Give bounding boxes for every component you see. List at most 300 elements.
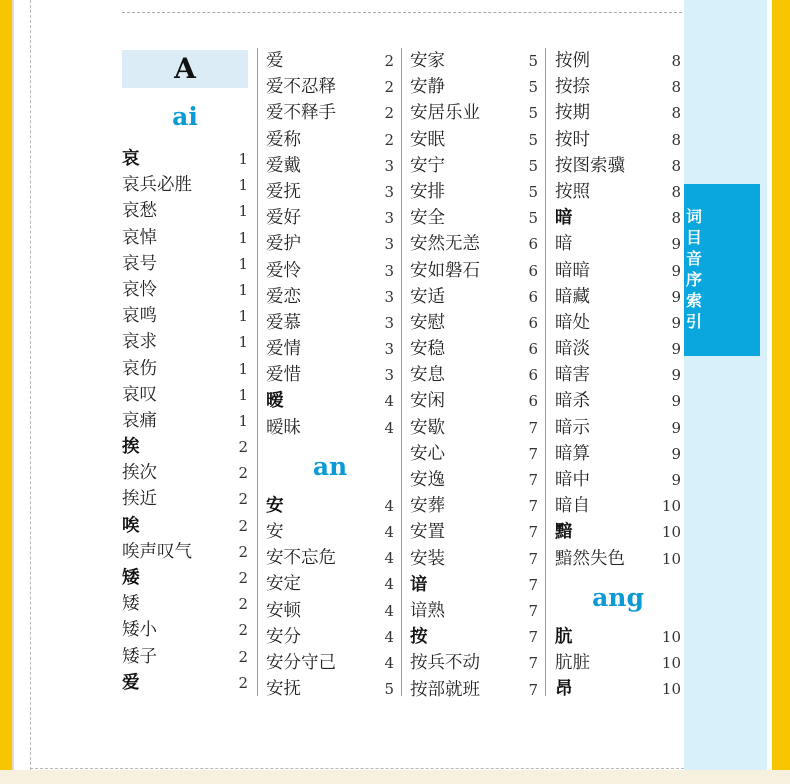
entry-page-number: 2 [238,569,248,587]
index-entry [266,545,394,571]
entry-word: 爱好 [266,208,301,229]
index-entry [122,617,248,643]
entry-page-number: 6 [528,313,538,332]
entry-word: 安居乐业 [410,103,480,124]
entry-page-number: 7 [528,575,538,594]
entry-word: 安眠 [410,129,445,150]
entry-word: 爱 [122,672,140,693]
bottom-dashed-rule [30,768,684,769]
entry-word: 按例 [555,51,590,71]
entry-word: 爱情 [266,339,301,360]
entry-page-number: 1 [238,254,248,273]
entry-page-number: 10 [661,627,681,646]
index-entry [122,460,248,486]
entry-page-number: 7 [528,418,538,437]
entry-page-number: 10 [661,680,681,699]
entry-page-number: 7 [528,523,538,542]
entry-word: 安顿 [266,600,301,621]
entry-word: 安置 [410,522,445,543]
entry-word: 暗算 [555,443,590,464]
side-tab-label: 词目音序索引 [686,207,703,331]
index-entry [410,650,538,676]
entry-word: 安逸 [410,470,445,490]
entry-word: 安分 [266,626,301,647]
entry-list-col3 [410,48,538,703]
entry-word: 哀 [122,149,140,169]
entry-word: 安葬 [410,496,445,517]
entry-page-number: 5 [528,130,538,149]
index-side-tab [684,184,760,356]
entry-word: 哀号 [122,253,157,274]
entry-page-number: 1 [238,411,248,430]
entry-list-col1 [122,146,248,696]
entry-list-col4a [555,48,681,572]
entry-word: 挨近 [122,489,157,510]
entry-word: 哀鸣 [122,306,157,327]
entry-page-number: 4 [384,392,394,411]
entry-word: 暗杀 [555,391,590,412]
index-entry [555,467,681,493]
index-entry [122,303,248,329]
index-entry [122,356,248,382]
entry-word: 矮小 [122,620,157,641]
entry-word: 哀怜 [122,279,157,300]
entry-page-number: 3 [384,366,394,385]
entry-word: 暗处 [555,312,590,333]
index-entry [266,519,394,545]
entry-page-number: 8 [671,52,681,70]
entry-word: 按时 [555,129,590,150]
index-entry [410,677,538,703]
entry-word: 安慰 [410,312,445,333]
index-entry [555,441,681,467]
entry-page-number: 8 [671,156,681,175]
entry-word: 安然无恙 [410,234,480,255]
entry-word: 按期 [555,103,590,124]
entry-page-number: 7 [528,680,538,699]
entry-page-number: 2 [238,464,248,483]
index-entry [555,336,681,362]
entry-page-number: 4 [384,523,394,541]
index-headword [122,513,248,539]
section-letter: A [122,50,248,88]
entry-page-number: 10 [661,523,681,542]
index-entry [555,179,681,205]
entry-word: 肮 [555,626,573,647]
index-entry [410,415,538,441]
index-entry [266,650,394,676]
entry-page-number: 9 [671,313,681,332]
entry-page-number: 4 [384,418,394,437]
index-entry [266,100,394,126]
entry-page-number: 3 [384,156,394,175]
entry-word: 安心 [410,443,445,464]
index-entry [266,624,394,650]
entry-word: 肮脏 [555,652,590,673]
index-entry [555,310,681,336]
index-entry [122,382,248,408]
index-entry [266,127,394,153]
entry-page-number: 2 [384,104,394,123]
entry-list-col2a [266,48,394,441]
index-headword [555,205,681,231]
entry-word: 安宁 [410,155,445,176]
index-headword [266,493,394,519]
syllable-heading-ai: ai [172,102,198,131]
entry-word: 暗害 [555,365,590,386]
entry-word: 爱不释手 [266,103,336,124]
entry-page-number: 4 [384,575,394,594]
entry-page-number: 2 [238,647,248,666]
entry-word: 爱恋 [266,286,301,307]
entry-word: 暗暗 [555,260,590,281]
entry-word: 爱抚 [266,181,301,202]
top-dashed-rule [122,12,682,13]
index-entry [555,231,681,257]
entry-page-number: 1 [238,150,248,168]
index-entry [410,336,538,362]
entry-page-number: 1 [238,359,248,378]
entry-word: 爱怜 [266,260,301,281]
index-entry [410,467,538,493]
entry-list-col2b [266,493,394,703]
entry-word: 安适 [410,286,445,307]
entry-page-number: 7 [528,601,538,620]
entry-page-number: 4 [384,627,394,646]
index-entry [555,493,681,519]
index-column-3 [410,48,538,703]
entry-page-number: 6 [528,366,538,385]
entry-page-number: 7 [528,549,538,568]
entry-word: 爱戴 [266,155,301,176]
index-entry [266,231,394,257]
entry-page-number: 5 [384,680,394,699]
index-entry [410,362,538,388]
entry-word: 哀求 [122,332,157,353]
entry-page-number: 9 [671,340,681,359]
index-entry [555,74,681,100]
index-entry [410,284,538,310]
index-entry [122,408,248,434]
entry-page-number: 6 [528,287,538,306]
column-divider-1 [257,48,258,696]
index-entry [410,179,538,205]
index-entry [122,486,248,512]
index-headword [410,572,538,598]
entry-word: 暗中 [555,470,590,490]
entry-page-number: 5 [528,209,538,228]
index-entry [266,205,394,231]
index-entry [555,127,681,153]
index-entry [122,644,248,670]
entry-word: 暗藏 [555,286,590,307]
index-entry [555,100,681,126]
entry-page-number: 9 [671,261,681,280]
entry-page-number: 6 [528,235,538,254]
entry-page-number: 1 [238,176,248,195]
entry-word: 哀愁 [122,201,157,222]
entry-page-number: 9 [671,392,681,411]
entry-list-col4b [555,624,681,703]
index-entry [410,205,538,231]
entry-word: 按 [410,627,428,648]
index-entry [410,258,538,284]
entry-word: 安分守己 [266,652,336,673]
index-entry [266,179,394,205]
entry-page-number: 9 [671,235,681,254]
index-column-1 [122,48,248,696]
entry-word: 按捺 [555,77,590,98]
entry-page-number: 2 [238,621,248,640]
entry-page-number: 7 [528,497,538,516]
bottom-border [0,770,790,784]
index-entry [410,153,538,179]
entry-word: 昂 [555,679,573,700]
right-yellow-border [772,0,790,784]
entry-word: 唉 [122,515,140,536]
entry-page-number: 10 [661,549,681,568]
entry-word: 爱不忍释 [266,77,336,98]
entry-word: 爱称 [266,129,301,150]
entry-page-number: 10 [661,497,681,516]
index-headword [555,519,681,545]
index-entry [266,48,394,74]
entry-page-number: 4 [384,653,394,672]
entry-word: 暗示 [555,417,590,438]
entry-page-number: 5 [528,156,538,175]
entry-word: 挨次 [122,463,157,484]
entry-page-number: 3 [384,209,394,228]
entry-page-number: 8 [671,78,681,97]
left-border-line [12,0,14,784]
entry-page-number: 9 [671,444,681,463]
entry-page-number: 1 [238,307,248,326]
entry-word: 安家 [410,51,445,71]
column-divider-3 [545,48,546,696]
entry-word: 暗 [555,234,573,255]
entry-page-number: 8 [671,182,681,201]
entry-word: 安定 [266,574,301,595]
entry-page-number: 2 [238,673,248,692]
entry-page-number: 9 [671,366,681,385]
index-headword [410,624,538,650]
entry-word: 安歇 [410,417,445,438]
entry-word: 哀伤 [122,358,157,379]
index-entry [122,329,248,355]
index-entry [266,153,394,179]
index-entry [410,231,538,257]
index-entry [555,284,681,310]
entry-word: 安 [266,495,284,516]
entry-page-number: 4 [384,496,394,515]
entry-word: 安闲 [410,391,445,412]
entry-word: 按图索骥 [555,155,625,176]
entry-page-number: 9 [671,418,681,437]
entry-page-number: 2 [238,516,248,535]
entry-page-number: 8 [671,130,681,149]
index-column-4 [555,48,681,702]
entry-page-number: 1 [238,202,248,221]
entry-page-number: 9 [671,471,681,489]
index-entry [266,310,394,336]
index-entry [122,172,248,198]
left-dashed-rule [30,0,31,770]
entry-word: 谙熟 [410,600,445,621]
entry-word: 哀兵必胜 [122,175,192,196]
entry-page-number: 3 [384,235,394,254]
entry-word: 矮 [122,594,140,615]
entry-page-number: 2 [384,130,394,149]
entry-word: 暗自 [555,496,590,517]
entry-page-number: 5 [528,52,538,70]
entry-page-number: 5 [528,78,538,97]
entry-page-number: 3 [384,313,394,332]
index-headword [555,676,681,702]
index-column-2 [266,48,394,702]
index-entry [266,74,394,100]
entry-page-number: 2 [238,595,248,614]
entry-word: 哀叹 [122,384,157,405]
entry-word: 安装 [410,548,445,569]
entry-word: 唉声叹气 [122,541,192,562]
entry-page-number: 1 [238,280,248,299]
index-entry [410,546,538,572]
index-entry [266,258,394,284]
entry-word: 黯然失色 [555,548,625,569]
syllable-heading-ang: ang [592,582,644,612]
index-entry [122,277,248,303]
entry-page-number: 3 [384,287,394,306]
entry-page-number: 8 [671,209,681,228]
entry-word: 哀痛 [122,410,157,431]
entry-word: 按兵不动 [410,653,480,674]
index-entry [122,198,248,224]
index-entry [410,519,538,545]
entry-page-number: 5 [528,104,538,123]
entry-page-number: 7 [528,628,538,647]
entry-page-number: 6 [528,340,538,359]
entry-word: 爱慕 [266,312,301,333]
entry-page-number: 5 [528,182,538,201]
index-entry [555,650,681,676]
entry-page-number: 8 [671,104,681,123]
entry-word: 暧昧 [266,417,301,438]
entry-word: 安息 [410,365,445,386]
entry-word: 安抚 [266,679,301,700]
index-entry [410,127,538,153]
entry-word: 挨 [122,437,140,458]
entry-word: 按部就班 [410,679,480,700]
entry-word: 安全 [410,208,445,229]
entry-word: 安排 [410,181,445,202]
entry-page-number: 3 [384,182,394,201]
index-entry [555,258,681,284]
entry-page-number: 1 [238,333,248,352]
index-entry [410,100,538,126]
index-entry [122,539,248,565]
index-entry [410,48,538,74]
index-entry [555,48,681,74]
index-entry [410,493,538,519]
entry-page-number: 2 [384,52,394,70]
entry-word: 安如磐石 [410,260,480,281]
entry-page-number: 1 [238,228,248,247]
index-headword [122,670,248,696]
right-margin-panel [684,0,772,784]
entry-word: 谙 [410,574,428,595]
entry-page-number: 10 [661,653,681,672]
entry-page-number: 2 [238,490,248,509]
index-entry [266,676,394,702]
index-entry [122,251,248,277]
entry-word: 爱 [266,51,284,71]
syllable-heading-an: an [312,451,348,481]
entry-page-number: 7 [528,471,538,489]
entry-word: 黯 [555,522,573,543]
index-entry [266,415,394,441]
index-entry [555,362,681,388]
index-entry [555,415,681,441]
entry-page-number: 7 [528,654,538,673]
entry-word: 矮 [122,568,140,588]
index-entry [555,546,681,572]
index-entry [122,225,248,251]
entry-page-number: 2 [238,438,248,457]
entry-word: 矮子 [122,646,157,667]
index-entry [410,388,538,414]
left-yellow-border [0,0,12,784]
index-entry [410,74,538,100]
entry-word: 哀悼 [122,227,157,248]
entry-page-number: 7 [528,444,538,463]
entry-word: 安 [266,522,284,542]
index-headword [122,434,248,460]
entry-page-number: 4 [384,549,394,568]
index-headword [122,565,248,591]
index-entry [266,284,394,310]
entry-page-number: 2 [384,78,394,97]
index-headword [122,146,248,172]
entry-word: 暧 [266,391,284,412]
index-entry [555,388,681,414]
entry-page-number: 1 [238,385,248,404]
entry-word: 安静 [410,77,445,98]
index-entry [122,591,248,617]
entry-word: 爱护 [266,234,301,255]
entry-page-number: 6 [528,261,538,280]
entry-page-number: 3 [384,261,394,280]
entry-word: 安不忘危 [266,548,336,569]
entry-page-number: 3 [384,340,394,359]
index-entry [266,598,394,624]
entry-word: 爱惜 [266,365,301,386]
entry-word: 安稳 [410,339,445,360]
entry-page-number: 2 [238,542,248,561]
index-entry [410,441,538,467]
entry-page-number: 4 [384,601,394,620]
index-entry [266,362,394,388]
entry-page-number: 9 [671,287,681,306]
index-entry [266,336,394,362]
entry-page-number: 6 [528,392,538,411]
index-headword [266,388,394,414]
column-divider-2 [401,48,402,696]
entry-word: 暗淡 [555,339,590,360]
entry-word: 暗 [555,208,573,229]
index-headword [555,624,681,650]
index-entry [555,153,681,179]
index-entry [410,310,538,336]
